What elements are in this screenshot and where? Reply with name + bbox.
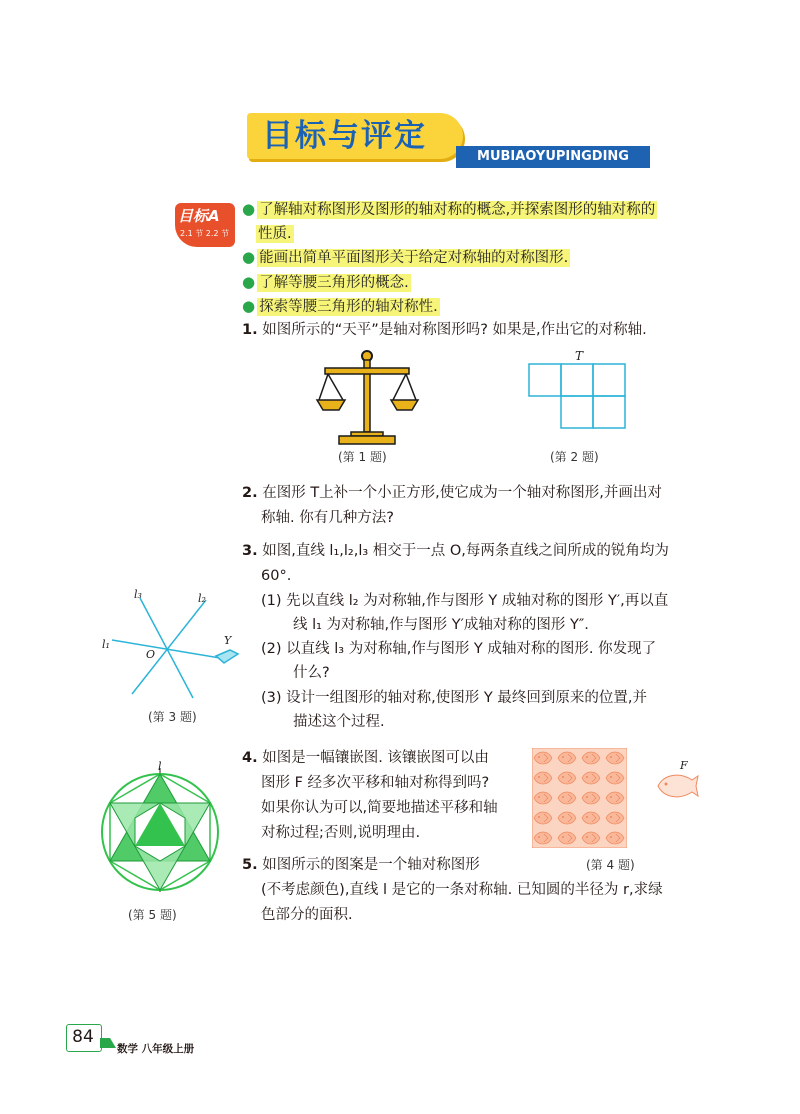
goal-badge-title: 目标A [178,207,220,225]
question-3-part: (1) 先以直线 l₂ 为对称轴,作与图形 Y 成轴对称的图形 Y′,再以直 [261,593,669,609]
goal-item: ● 探索等腰三角形的轴对称性. [242,297,438,315]
question-3-line: 60°. [261,568,292,584]
label-l3: l₃ [134,588,142,601]
question-3-line: 3. 如图,直线 l₁,l₂,l₃ 相交于一点 O,每两条直线之间所成的锐角均为 [242,543,669,559]
grid-figure-T [523,348,633,434]
question-3-part: (2) 以直线 l₃ 为对称轴,作与图形 Y 成轴对称的图形. 你发现了 [261,641,657,657]
question-1: 1. 如图所示的“天平”是轴对称图形吗? 如果是,作出它的对称轴. [242,322,647,338]
page-title: 目标与评定 [262,118,427,154]
question-4-line: 对称过程;否则,说明理由. [261,825,421,841]
fish-figure-F [654,758,700,804]
page-number: 84 [72,1027,94,1047]
label-l2: l₂ [198,592,206,605]
figure-caption: (第 5 题) [128,908,177,922]
label-l1: l₁ [102,638,110,651]
page-tab-arrow-icon [100,1036,118,1050]
figure-caption: (第 4 题) [586,858,635,872]
question-2-line: 称轴. 你有几种方法? [261,510,394,526]
figure-caption: (第 3 题) [148,710,197,724]
figure-caption: (第 1 题) [338,450,387,464]
bullet-icon: ● [242,297,256,315]
goal-item: ● 了解轴对称图形及图形的轴对称的概念,并探索图形的轴对称的 [242,200,656,218]
label-T: T [575,349,584,363]
question-5-line: 色部分的面积. [261,907,353,923]
three-lines-figure [98,586,248,704]
goal-item-continued: 性质. [258,226,292,242]
question-3-part: 什么? [293,665,330,681]
question-3-part: 描述这个过程. [293,714,385,730]
page-subtitle: MUBIAOYUPINGDING [477,149,629,164]
question-3-part: (3) 设计一组图形的轴对称,使图形 Y 最终回到原来的位置,并 [261,690,647,706]
label-F: F [680,759,688,772]
label-Y: Y [224,634,232,647]
question-2-line: 2. 在图形 T上补一个小正方形,使它成为一个轴对称图形,并画出对 [242,485,662,501]
question-5-line: (不考虑颜色),直线 l 是它的一条对称轴. 已知圆的半径为 r,求绿 [261,882,663,898]
question-3-part: 线 l₁ 为对称轴,作与图形 Y′成轴对称的图形 Y″. [293,617,589,633]
question-4-line: 如果你认为可以,简要地描述平移和轴 [261,800,498,816]
goal-item: ● 能画出简单平面图形关于给定对称轴的对称图形. [242,248,569,266]
question-5-line: 5. 如图所示的图案是一个轴对称图形 [242,857,480,873]
question-4-line: 图形 F 经多次平移和轴对称得到吗? [261,775,490,791]
tessellation-figure [532,748,627,848]
figure-caption: (第 2 题) [550,450,599,464]
label-O: O [146,648,156,661]
bullet-icon: ● [242,273,256,291]
hexagram-circle-figure [98,760,228,895]
book-label: 数学 八年级上册 [117,1043,195,1055]
question-4-line: 4. 如图是一幅镶嵌图. 该镶嵌图可以由 [242,750,489,766]
bullet-icon: ● [242,248,256,266]
label-l: l [158,760,162,773]
balance-scale-figure [315,348,420,446]
goal-badge-sections: 2.1 节 2.2 节 [180,229,230,238]
bullet-icon: ● [242,200,256,218]
goal-item: ● 了解等腰三角形的概念. [242,273,409,291]
